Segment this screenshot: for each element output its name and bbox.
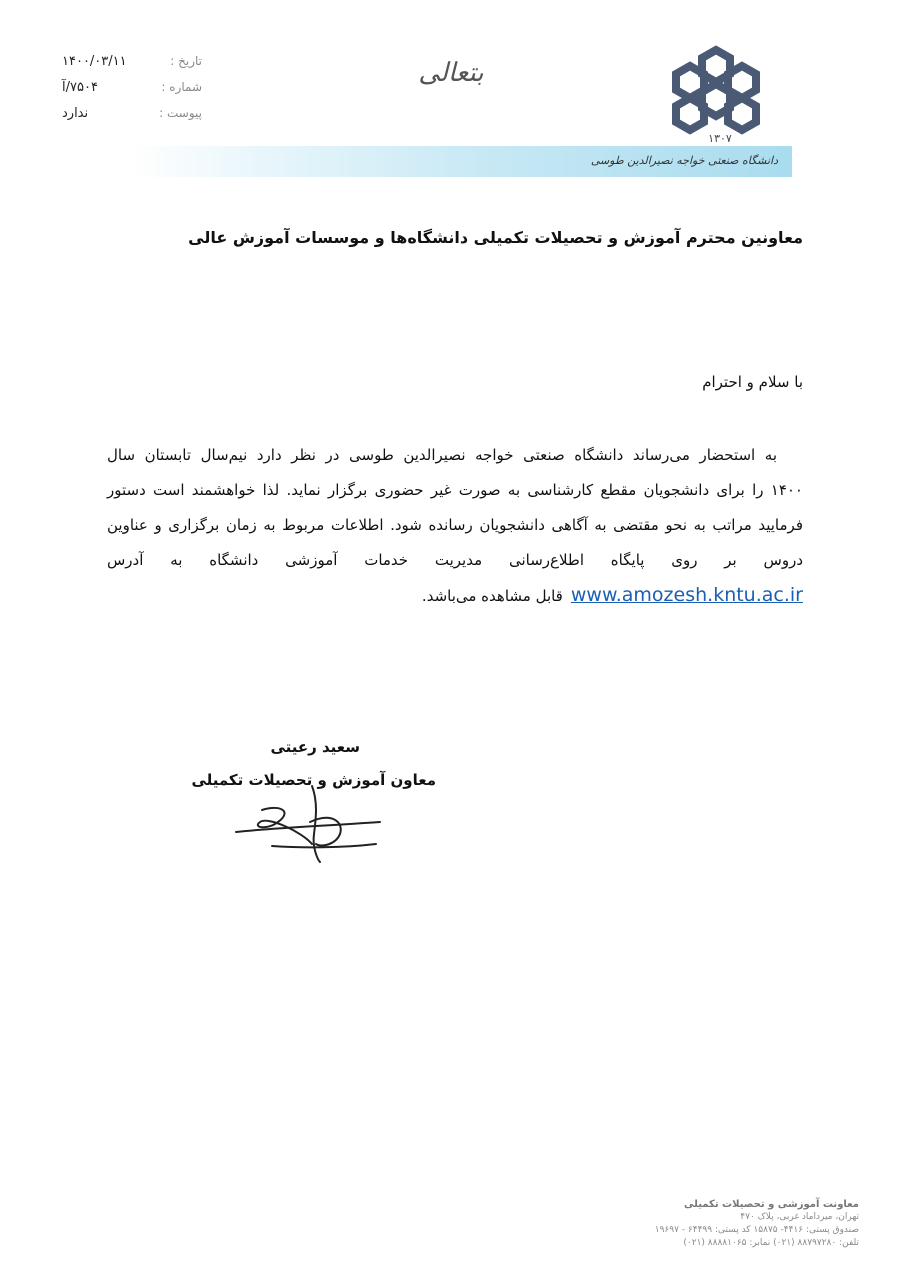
- footer-title: معاونت آموزشی و تحصیلات تکمیلی: [684, 1199, 859, 1210]
- footer-line: تهران، میرداماد غربی، پلاک ۴۷۰: [740, 1212, 859, 1222]
- university-logo: [668, 44, 764, 140]
- meta-date-value: ۱۴۰۰/۰۳/۱۱: [62, 54, 127, 69]
- body-line: دروس بر روی پایگاه اطلاع‌رسانی مدیریت خدمات آموزشی دانشگاه به آدرس: [107, 551, 803, 569]
- header-band: [130, 146, 792, 177]
- signer-title: معاون آموزش و تحصیلات تکمیلی: [191, 771, 436, 789]
- letter-body: [107, 438, 803, 613]
- logo-year: ۱۳۰۷: [708, 132, 732, 145]
- signature-icon: [232, 782, 392, 872]
- meta-date-label: تاریخ :: [170, 54, 202, 68]
- basmala-text: بتعالی: [418, 58, 484, 88]
- footer-line: صندوق پستی: ۴۴۱۶- ۱۵۸۷۵ کد پستی: ۶۴۴۹۹ - ۱۹۶۹۷: [654, 1225, 859, 1235]
- footer-line: تلفن: ۸۸۷۹۷۲۸۰ (۰۲۱) نمابر: ۸۸۸۸۱۰۶۵ (۰۲۱): [683, 1238, 859, 1248]
- meta-number: [62, 80, 202, 106]
- body-line-last: [107, 578, 803, 613]
- meta-attachment-label: پیوست :: [159, 106, 202, 120]
- letter-meta: [62, 54, 202, 132]
- university-name: دانشگاه صنعتی خواجه نصیرالدین طوسی: [590, 154, 778, 167]
- footer-address: [599, 1198, 859, 1250]
- meta-number-value: ۷۵۰۴/آ: [62, 80, 98, 95]
- body-line: ۱۴۰۰ را برای دانشجویان مقطع کارشناسی به صورت غیر حضوری برگزار نماید. لذا خواهشمند است دستور: [107, 481, 803, 499]
- closing-text: قابل مشاهده می‌باشد.: [421, 587, 563, 605]
- recipient: معاونین محترم آموزش و تحصیلات تکمیلی دانشگاه‌ها و موسسات آموزش عالی: [188, 228, 803, 247]
- meta-number-label: شماره :: [161, 80, 202, 94]
- body-line: فرمایید مراتب به نحو مقتضی به آگاهی دانشجویان رسانده شود. اطلاعات مربوط به زمان برگزاری و عناوین: [107, 516, 803, 534]
- amozesh-link[interactable]: www.amozesh.kntu.ac.ir: [570, 584, 803, 606]
- signer-name: سعید رعیتی: [270, 738, 360, 756]
- body-line: به استحضار می‌رساند دانشگاه صنعتی خواجه نصیرالدین طوسی در نظر دارد نیم‌سال تابستان سال: [107, 446, 777, 464]
- logo-icon: [668, 44, 764, 140]
- meta-attachment: [62, 106, 202, 132]
- greeting: با سلام و احترام: [702, 373, 803, 391]
- basmala: [403, 58, 499, 98]
- meta-date: [62, 54, 202, 80]
- meta-attachment-value: ندارد: [62, 106, 89, 121]
- handwritten-signature: [232, 782, 392, 872]
